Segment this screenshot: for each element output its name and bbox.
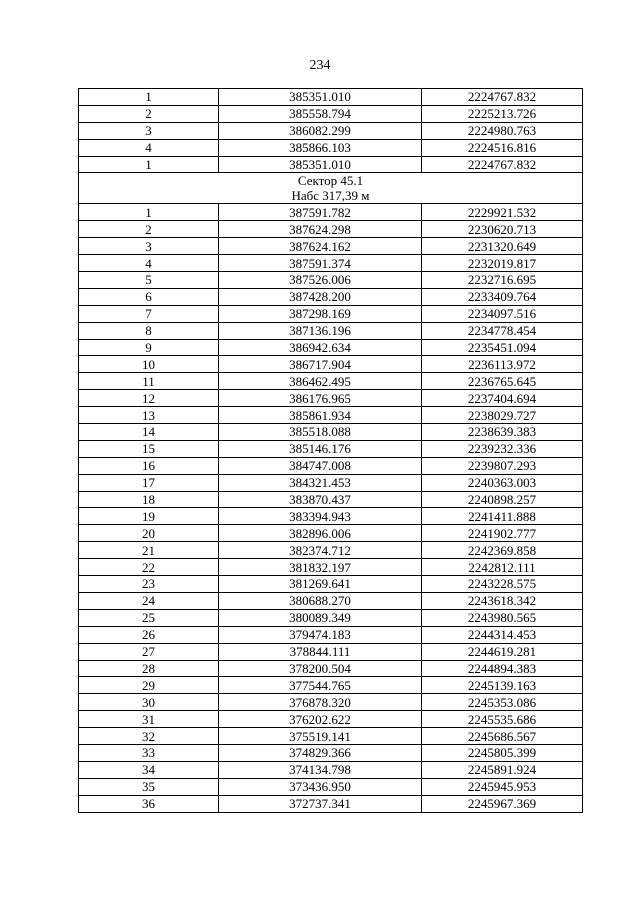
x-coordinate-cell: 378844.111 bbox=[219, 643, 422, 660]
y-coordinate-cell: 2245945.953 bbox=[422, 778, 583, 795]
point-number-cell: 2 bbox=[79, 221, 219, 238]
x-coordinate-cell: 372737.341 bbox=[219, 795, 422, 812]
x-coordinate-cell: 387624.162 bbox=[219, 238, 422, 255]
table-row bbox=[79, 711, 583, 728]
point-number-cell: 18 bbox=[79, 491, 219, 508]
point-number-cell: 15 bbox=[79, 440, 219, 457]
x-coordinate-cell: 387136.196 bbox=[219, 322, 422, 339]
table-row bbox=[79, 288, 583, 305]
table-body-bottom bbox=[79, 204, 583, 812]
point-number-cell: 17 bbox=[79, 474, 219, 491]
y-coordinate-cell: 2224980.763 bbox=[422, 122, 583, 139]
table-row bbox=[79, 424, 583, 441]
x-coordinate-cell: 382896.006 bbox=[219, 525, 422, 542]
y-coordinate-cell: 2241902.777 bbox=[422, 525, 583, 542]
point-number-cell: 1 bbox=[79, 156, 219, 173]
point-number-cell: 4 bbox=[79, 139, 219, 156]
y-coordinate-cell: 2224516.816 bbox=[422, 139, 583, 156]
point-number-cell: 4 bbox=[79, 255, 219, 272]
x-coordinate-cell: 387624.298 bbox=[219, 221, 422, 238]
x-coordinate-cell: 387298.169 bbox=[219, 305, 422, 322]
x-coordinate-cell: 383394.943 bbox=[219, 508, 422, 525]
y-coordinate-cell: 2239232.336 bbox=[422, 440, 583, 457]
y-coordinate-cell: 2233409.764 bbox=[422, 288, 583, 305]
table-row bbox=[79, 272, 583, 289]
point-number-cell: 1 bbox=[79, 89, 219, 106]
point-number-cell: 5 bbox=[79, 272, 219, 289]
table-row bbox=[79, 491, 583, 508]
point-number-cell: 24 bbox=[79, 592, 219, 609]
point-number-cell: 22 bbox=[79, 559, 219, 576]
point-number-cell: 12 bbox=[79, 390, 219, 407]
point-number-cell: 11 bbox=[79, 373, 219, 390]
table-row bbox=[79, 474, 583, 491]
point-number-cell: 19 bbox=[79, 508, 219, 525]
point-number-cell: 10 bbox=[79, 356, 219, 373]
x-coordinate-cell: 386176.965 bbox=[219, 390, 422, 407]
point-number-cell: 25 bbox=[79, 609, 219, 626]
y-coordinate-cell: 2245535.686 bbox=[422, 711, 583, 728]
table-row bbox=[79, 795, 583, 812]
y-coordinate-cell: 2224767.832 bbox=[422, 156, 583, 173]
x-coordinate-cell: 386942.634 bbox=[219, 339, 422, 356]
y-coordinate-cell: 2229921.532 bbox=[422, 204, 583, 221]
point-number-cell: 8 bbox=[79, 322, 219, 339]
x-coordinate-cell: 384747.008 bbox=[219, 457, 422, 474]
table-row bbox=[79, 457, 583, 474]
table-row bbox=[79, 390, 583, 407]
point-number-cell: 34 bbox=[79, 761, 219, 778]
point-number-cell: 33 bbox=[79, 744, 219, 761]
x-coordinate-cell: 385558.794 bbox=[219, 105, 422, 122]
y-coordinate-cell: 2245686.567 bbox=[422, 728, 583, 745]
table-row bbox=[79, 592, 583, 609]
x-coordinate-cell: 385351.010 bbox=[219, 89, 422, 106]
y-coordinate-cell: 2238029.727 bbox=[422, 407, 583, 424]
table-row bbox=[79, 139, 583, 156]
table-row bbox=[79, 761, 583, 778]
table-row bbox=[79, 576, 583, 593]
point-number-cell: 13 bbox=[79, 407, 219, 424]
point-number-cell: 36 bbox=[79, 795, 219, 812]
table-row bbox=[79, 643, 583, 660]
y-coordinate-cell: 2231320.649 bbox=[422, 238, 583, 255]
x-coordinate-cell: 373436.950 bbox=[219, 778, 422, 795]
y-coordinate-cell: 2245353.086 bbox=[422, 694, 583, 711]
y-coordinate-cell: 2232019.817 bbox=[422, 255, 583, 272]
x-coordinate-cell: 387591.782 bbox=[219, 204, 422, 221]
table-body-top bbox=[79, 89, 583, 173]
point-number-cell: 2 bbox=[79, 105, 219, 122]
table-row bbox=[79, 778, 583, 795]
x-coordinate-cell: 385518.088 bbox=[219, 424, 422, 441]
x-coordinate-cell: 374829.366 bbox=[219, 744, 422, 761]
point-number-cell: 21 bbox=[79, 542, 219, 559]
x-coordinate-cell: 387591.374 bbox=[219, 255, 422, 272]
y-coordinate-cell: 2232716.695 bbox=[422, 272, 583, 289]
table-row bbox=[79, 105, 583, 122]
table-row bbox=[79, 542, 583, 559]
y-coordinate-cell: 2242812.111 bbox=[422, 559, 583, 576]
x-coordinate-cell: 386082.299 bbox=[219, 122, 422, 139]
section-cell bbox=[79, 173, 583, 204]
point-number-cell: 14 bbox=[79, 424, 219, 441]
y-coordinate-cell: 2242369.858 bbox=[422, 542, 583, 559]
table-row bbox=[79, 339, 583, 356]
x-coordinate-cell: 386717.904 bbox=[219, 356, 422, 373]
table-row bbox=[79, 660, 583, 677]
x-coordinate-cell: 387526.006 bbox=[219, 272, 422, 289]
x-coordinate-cell: 385351.010 bbox=[219, 156, 422, 173]
y-coordinate-cell: 2238639.383 bbox=[422, 424, 583, 441]
section-title: Сектор 45.1 bbox=[297, 173, 364, 189]
table-row bbox=[79, 559, 583, 576]
point-number-cell: 35 bbox=[79, 778, 219, 795]
point-number-cell: 7 bbox=[79, 305, 219, 322]
page-number: 234 bbox=[309, 58, 331, 73]
x-coordinate-cell: 385861.934 bbox=[219, 407, 422, 424]
y-coordinate-cell: 2234778.454 bbox=[422, 322, 583, 339]
point-number-cell: 20 bbox=[79, 525, 219, 542]
point-number-cell: 28 bbox=[79, 660, 219, 677]
table-row bbox=[79, 440, 583, 457]
x-coordinate-cell: 381832.197 bbox=[219, 559, 422, 576]
y-coordinate-cell: 2241411.888 bbox=[422, 508, 583, 525]
point-number-cell: 9 bbox=[79, 339, 219, 356]
y-coordinate-cell: 2244619.281 bbox=[422, 643, 583, 660]
y-coordinate-cell: 2244894.383 bbox=[422, 660, 583, 677]
table-row bbox=[79, 728, 583, 745]
point-number-cell: 26 bbox=[79, 626, 219, 643]
point-number-cell: 29 bbox=[79, 677, 219, 694]
y-coordinate-cell: 2243618.342 bbox=[422, 592, 583, 609]
x-coordinate-cell: 382374.712 bbox=[219, 542, 422, 559]
y-coordinate-cell: 2240898.257 bbox=[422, 491, 583, 508]
y-coordinate-cell: 2230620.713 bbox=[422, 221, 583, 238]
y-coordinate-cell: 2236765.645 bbox=[422, 373, 583, 390]
point-number-cell: 30 bbox=[79, 694, 219, 711]
y-coordinate-cell: 2244314.453 bbox=[422, 626, 583, 643]
x-coordinate-cell: 381269.641 bbox=[219, 576, 422, 593]
y-coordinate-cell: 2245805.399 bbox=[422, 744, 583, 761]
x-coordinate-cell: 376878.320 bbox=[219, 694, 422, 711]
point-number-cell: 1 bbox=[79, 204, 219, 221]
section-header bbox=[79, 173, 583, 204]
y-coordinate-cell: 2234097.516 bbox=[422, 305, 583, 322]
table-row bbox=[79, 89, 583, 106]
x-coordinate-cell: 385146.176 bbox=[219, 440, 422, 457]
table-row bbox=[79, 221, 583, 238]
y-coordinate-cell: 2245967.369 bbox=[422, 795, 583, 812]
section-subtitle: Набс 317,39 м bbox=[291, 188, 370, 204]
table-row bbox=[79, 255, 583, 272]
x-coordinate-cell: 380089.349 bbox=[219, 609, 422, 626]
point-number-cell: 3 bbox=[79, 238, 219, 255]
y-coordinate-cell: 2225213.726 bbox=[422, 105, 583, 122]
x-coordinate-cell: 386462.495 bbox=[219, 373, 422, 390]
point-number-cell: 31 bbox=[79, 711, 219, 728]
x-coordinate-cell: 377544.765 bbox=[219, 677, 422, 694]
table-row bbox=[79, 156, 583, 173]
y-coordinate-cell: 2243980.565 bbox=[422, 609, 583, 626]
table-row bbox=[79, 238, 583, 255]
point-number-cell: 32 bbox=[79, 728, 219, 745]
table-row bbox=[79, 744, 583, 761]
point-number-cell: 16 bbox=[79, 457, 219, 474]
y-coordinate-cell: 2245139.163 bbox=[422, 677, 583, 694]
y-coordinate-cell: 2245891.924 bbox=[422, 761, 583, 778]
y-coordinate-cell: 2237404.694 bbox=[422, 390, 583, 407]
y-coordinate-cell: 2243228.575 bbox=[422, 576, 583, 593]
y-coordinate-cell: 2235451.094 bbox=[422, 339, 583, 356]
x-coordinate-cell: 387428.200 bbox=[219, 288, 422, 305]
x-coordinate-cell: 383870.437 bbox=[219, 491, 422, 508]
table-row bbox=[79, 407, 583, 424]
x-coordinate-cell: 375519.141 bbox=[219, 728, 422, 745]
coordinates-table bbox=[78, 88, 583, 813]
table-row bbox=[79, 373, 583, 390]
table-row bbox=[79, 677, 583, 694]
table-row bbox=[79, 204, 583, 221]
x-coordinate-cell: 380688.270 bbox=[219, 592, 422, 609]
point-number-cell: 27 bbox=[79, 643, 219, 660]
y-coordinate-cell: 2240363.003 bbox=[422, 474, 583, 491]
table-row bbox=[79, 609, 583, 626]
point-number-cell: 23 bbox=[79, 576, 219, 593]
y-coordinate-cell: 2239807.293 bbox=[422, 457, 583, 474]
x-coordinate-cell: 385866.103 bbox=[219, 139, 422, 156]
x-coordinate-cell: 379474.183 bbox=[219, 626, 422, 643]
table-row bbox=[79, 305, 583, 322]
x-coordinate-cell: 376202.622 bbox=[219, 711, 422, 728]
y-coordinate-cell: 2224767.832 bbox=[422, 89, 583, 106]
table-row bbox=[79, 508, 583, 525]
x-coordinate-cell: 384321.453 bbox=[219, 474, 422, 491]
x-coordinate-cell: 378200.504 bbox=[219, 660, 422, 677]
point-number-cell: 3 bbox=[79, 122, 219, 139]
table-row bbox=[79, 525, 583, 542]
table-row bbox=[79, 694, 583, 711]
table-row bbox=[79, 322, 583, 339]
table-row bbox=[79, 626, 583, 643]
point-number-cell: 6 bbox=[79, 288, 219, 305]
section-row bbox=[79, 173, 583, 204]
table-row bbox=[79, 122, 583, 139]
x-coordinate-cell: 374134.798 bbox=[219, 761, 422, 778]
table-row bbox=[79, 356, 583, 373]
y-coordinate-cell: 2236113.972 bbox=[422, 356, 583, 373]
